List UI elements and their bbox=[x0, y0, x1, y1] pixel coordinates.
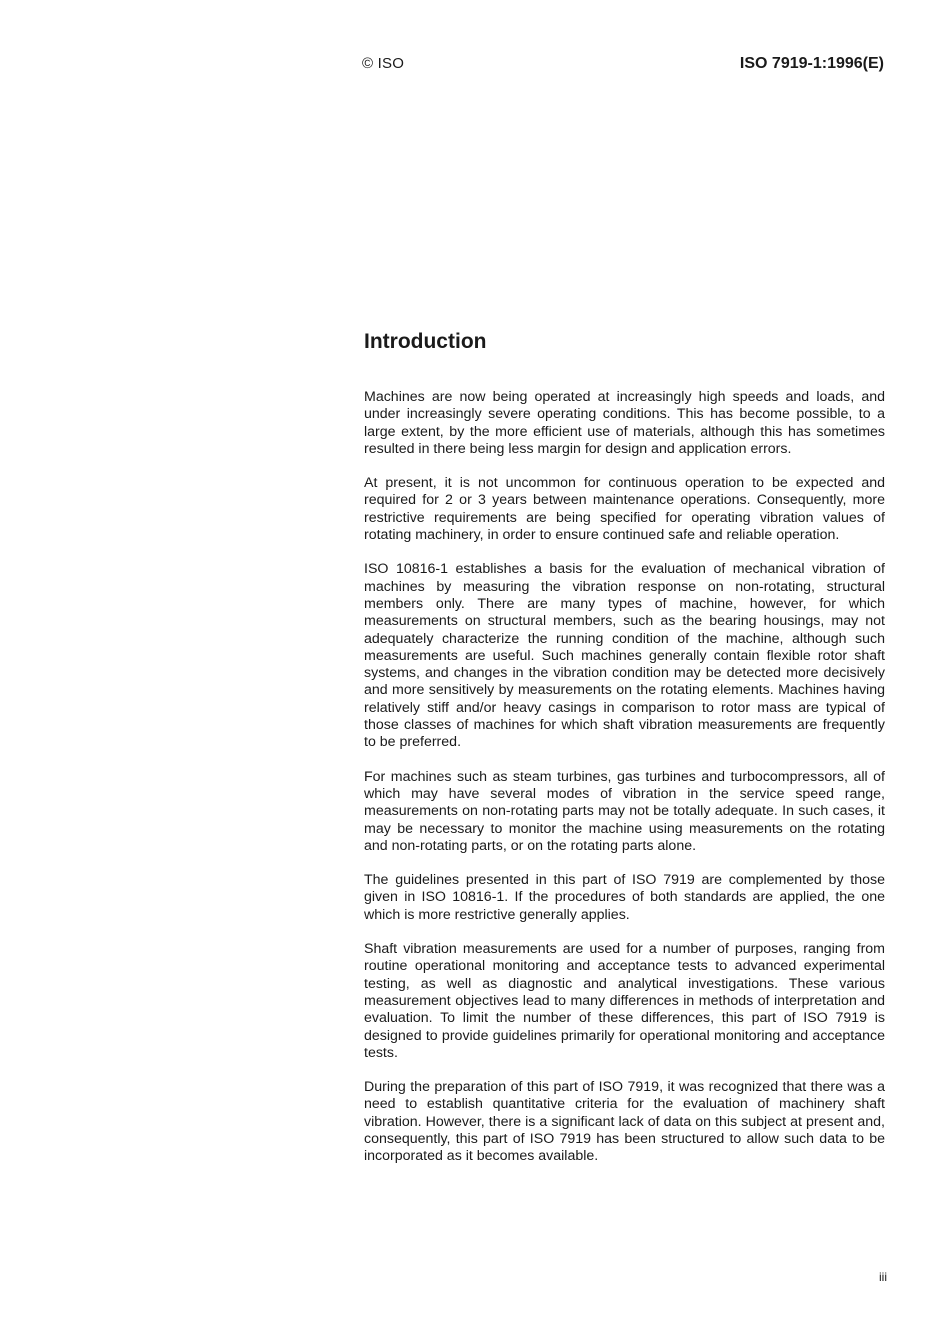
page-number: iii bbox=[879, 1270, 887, 1284]
paragraph-3: ISO 10816-1 establishes a basis for the evaluation of mechanical vibration of machines by measuring the vibration response on non-rotating, structural members only. There are many types of machine, however, for which measurements on structural members, such as the bearing housings, may not adequately characterize the running condition of the machine, although such measurements are useful. Such machines generally contain flexible rotor shaft systems, and changes in the vibration condition may be detected more decisively and more sensitively by measurements on the rotating elements. Machines having relatively stiff and/or heavy casings in comparison to rotor mass are typical of those classes of machines for which shaft vibration measurements are frequently to be preferred. bbox=[364, 561, 885, 751]
paragraph-1: Machines are now being operated at increasingly high speeds and loads, and under increasingly severe operating conditions. This has become possible, to a large extent, by the more efficient use of materials, although this has sometimes resulted in there being less margin for design and application errors. bbox=[364, 389, 885, 457]
paragraph-5: The guidelines presented in this part of ISO 7919 are complemented by those given in ISO 10816-1. If the procedures of both standards are applied, the one which is more restrictive generally applies. bbox=[364, 872, 885, 923]
copyright-notice: © ISO bbox=[362, 55, 405, 72]
section-title: Introduction bbox=[364, 330, 487, 353]
paragraph-6: Shaft vibration measurements are used for a number of purposes, ranging from routine operational monitoring and acceptance tests to advanced experimental testing, as well as diagnostic and analytical investigations. These various measurement objectives lead to many differences in methods of interpretation and evaluation. To limit the number of these differences, this part of ISO 7919 is designed to provide guidelines primarily for operational monitoring and acceptance tests. bbox=[364, 941, 885, 1061]
standard-identifier: ISO 7919-1:1996(E) bbox=[739, 55, 884, 72]
paragraph-4: For machines such as steam turbines, gas turbines and turbocompressors, all of which may have several modes of vibration in the service speed range, measurements on non-rotating parts may not be totally adequate. In such cases, it may be necessary to monitor the machine using measurements on the rotating and non-rotating parts, or on the rotating parts alone. bbox=[364, 768, 885, 854]
introduction-body bbox=[364, 389, 885, 1183]
paragraph-2: At present, it is not uncommon for continuous operation to be expected and required for 2 or 3 years between maintenance operations. Consequently, more restrictive requirements are being specified for operating vibration values of rotating machinery, in order to ensure continued safe and reliable operation. bbox=[364, 475, 885, 544]
paragraph-7: During the preparation of this part of ISO 7919, it was recognized that there was a need to establish quantitative criteria for the evaluation of machinery shaft vibration. However, there is a significant lack of data on this subject at present and, consequently, this part of ISO 7919 has been structured to allow such data to be incorporated as it becomes available. bbox=[364, 1079, 885, 1165]
